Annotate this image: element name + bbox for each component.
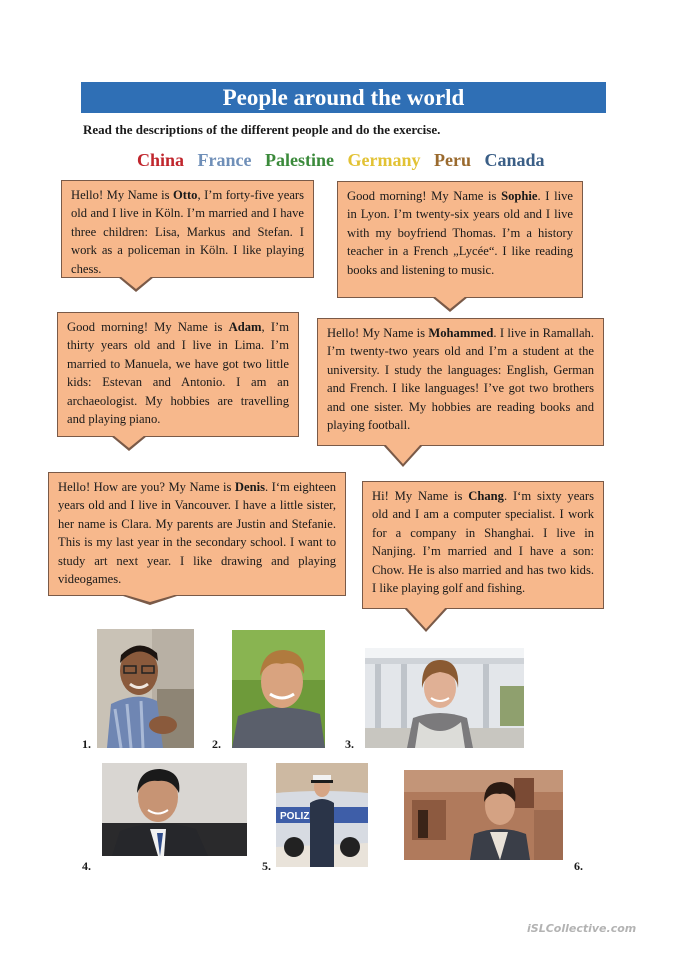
bubble-chang-name: Chang <box>468 489 504 503</box>
photo-6-man-ruins <box>404 770 563 860</box>
country-china: China <box>137 150 185 170</box>
photo-1-man-glasses <box>97 629 194 748</box>
bubble-chang <box>362 481 604 609</box>
page-title: People around the world <box>81 82 606 113</box>
photo-number-5: 5. <box>262 859 271 873</box>
photo-4-older-man <box>102 763 247 856</box>
country-peru: Peru <box>434 150 471 170</box>
bubble-denis-intro: Hello! How are you? My Name is <box>58 480 235 494</box>
bubble-otto <box>61 180 314 278</box>
footer-watermark: iSLCollective.com <box>527 922 637 935</box>
bubble-mohammed-name: Mohammed <box>428 326 494 340</box>
bubble-otto-tail-fill <box>120 276 152 289</box>
bubble-mohammed <box>317 318 604 446</box>
photo-number-6: 6. <box>574 859 583 873</box>
bubble-otto-intro: Hello! My Name is <box>71 188 173 202</box>
bubble-sophie-name: Sophie <box>501 189 538 203</box>
bubble-sophie-text: . I live in Lyon. I’m twenty-six years old and I live with my boyfriend Thomas. I’m a history teacher in a French „Lycée“. I like reading books and listening to music. <box>347 189 573 277</box>
police-car-text: POLIZ <box>280 811 310 822</box>
photo-2-young-man <box>232 630 325 748</box>
bubble-denis-name: Denis <box>234 480 266 494</box>
bubble-denis-tail-fill <box>122 594 178 602</box>
bubble-denis-text: . I‘m eighteen years old and I live in Vancouver. I have a little sister, her name is Clara. My parents are Justin and Stefanie. This is my last year in the secondary school. I want to study art next year. I like drawing and playing videogames. <box>58 480 336 587</box>
photo-number-3: 3. <box>345 737 354 751</box>
bubble-adam <box>57 312 299 437</box>
instruction-text: Read the descriptions of the different people and do the exercise. <box>83 122 441 137</box>
bubble-mohammed-tail-fill <box>385 444 421 464</box>
bubble-otto-name: Otto <box>172 188 198 202</box>
country-list <box>137 150 554 171</box>
bubble-chang-tail-fill <box>406 607 446 629</box>
country-canada: Canada <box>484 150 545 170</box>
photo-number-4: 4. <box>82 859 91 873</box>
bubble-chang-intro: Hi! My Name is <box>372 489 469 503</box>
country-france: France <box>197 150 252 170</box>
photo-number-2: 2. <box>212 737 221 751</box>
bubble-adam-tail-fill <box>113 435 145 448</box>
bubble-sophie <box>337 181 583 298</box>
photo-5-policeman <box>276 763 368 867</box>
bubble-denis <box>48 472 346 596</box>
bubble-mohammed-intro: Hello! My Name is <box>327 326 429 340</box>
bubble-chang-text: . I‘m sixty years old and I am a computer specialist. I work for a company in Shanghai. I live in Nanjing. I’m married and I have a son: Chow. He is also married and has two kids. I like playing golf and fishing. <box>372 489 594 596</box>
bubble-adam-text: , I’m thirty years old and I live in Lima. I’m married to Manuela, we have got two little kids: Estevan and Antonio. I am an archaeologist. My hobbies are travelling and playing piano. <box>67 320 290 427</box>
bubble-sophie-intro: Good morning! My Name is <box>347 189 502 203</box>
bubble-mohammed-text: . I live in Ramallah. I’m twenty-two years old and I’m a student at the university. I study the languages: English, German and French. I like languages! I’ve got two brothers and one sister. My hobbies are reading books and playing football. <box>327 326 595 433</box>
bubble-adam-name: Adam <box>228 320 262 334</box>
bubble-sophie-tail-fill <box>434 296 466 309</box>
country-germany: Germany <box>347 150 421 170</box>
bubble-otto-text: , I’m forty-five years old and I live in Köln. I’m married and I have three children: Lisa, Markus and Stefan. I work as a policeman in Köln. I like playing chess. <box>71 188 305 276</box>
photo-number-1: 1. <box>82 737 91 751</box>
photo-3-woman-scarf <box>365 648 524 748</box>
bubble-adam-intro: Good morning! My Name is <box>67 320 229 334</box>
country-palestine: Palestine <box>265 150 335 170</box>
